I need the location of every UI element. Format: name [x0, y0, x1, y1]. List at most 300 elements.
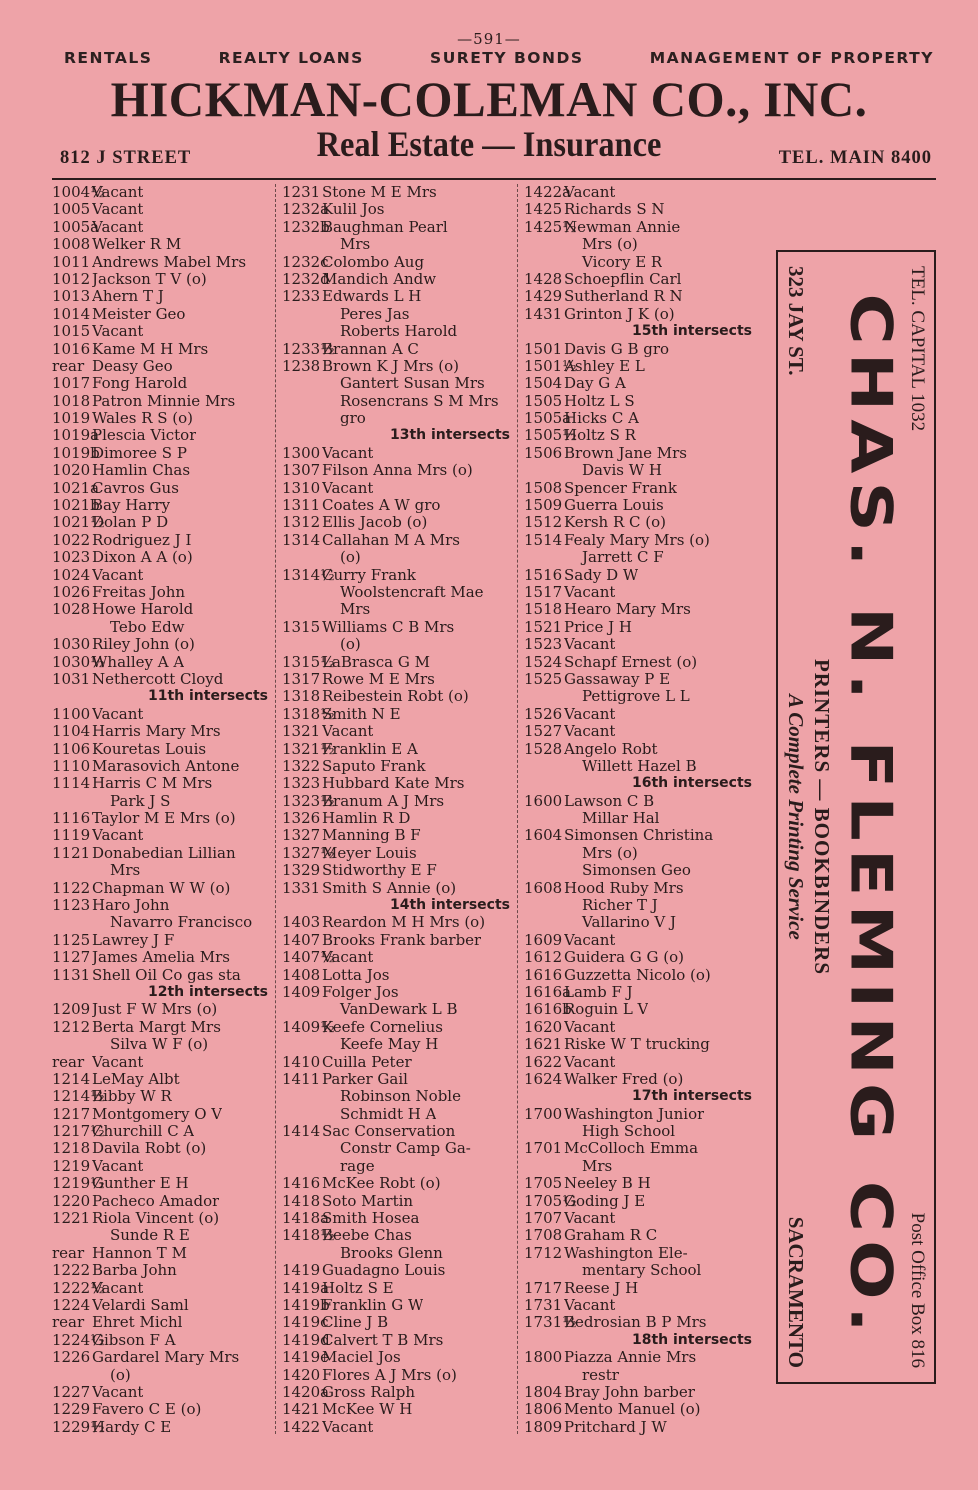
resident-name: Schapf Ernest (o): [564, 653, 698, 671]
resident-name: VanDewark L B: [340, 1001, 458, 1019]
house-number: [52, 862, 92, 879]
house-number: 1114: [52, 775, 91, 793]
resident-name: Velardi Saml: [92, 1297, 189, 1314]
directory-entry: [524, 288, 756, 305]
company-phone: TEL. MAIN 8400: [778, 148, 932, 168]
resident-name: Sunde R E: [110, 1227, 190, 1245]
resident-name: Filson Anna Mrs (o): [322, 462, 473, 480]
directory-entry: [282, 1193, 514, 1210]
resident-name: Park J S: [110, 792, 171, 810]
directory-entry: [52, 1280, 272, 1297]
company-address: 812 J STREET: [60, 148, 192, 168]
resident-name: Lotta Jos: [322, 966, 390, 984]
resident-name: Willett Hazel B: [582, 757, 697, 775]
house-number: 1616b: [524, 1001, 572, 1019]
house-number: [524, 1123, 564, 1140]
house-number: 1300: [282, 444, 321, 462]
directory-entry: [52, 1419, 272, 1436]
directory-entry: [524, 567, 756, 584]
resident-name: Millar Hal: [582, 810, 660, 828]
resident-name: Guerra Louis: [564, 497, 664, 515]
house-number: rear: [52, 1314, 85, 1332]
resident-name: Ehret Michl: [92, 1314, 183, 1332]
resident-name: Callahan M A Mrs: [322, 531, 460, 549]
directory-entry: [52, 1158, 272, 1175]
resident-name: James Amelia Mrs: [92, 949, 230, 967]
house-number: 1224: [52, 1297, 91, 1314]
resident-name: Vacant: [92, 1279, 144, 1297]
house-number: 1612: [524, 949, 563, 967]
house-number: 1014: [52, 305, 91, 323]
house-number: 1329: [282, 862, 321, 880]
house-number: 1323: [282, 775, 321, 793]
intersection-label: 17th intersects: [631, 1088, 752, 1105]
directory-entry: [52, 358, 272, 375]
house-number: 1604: [524, 827, 563, 845]
house-number: 1501½: [524, 357, 577, 375]
house-number: 1021½: [52, 514, 105, 532]
directory-entry: [282, 254, 514, 271]
resident-name: Montgomery O V: [92, 1105, 223, 1123]
house-number: 1131: [52, 966, 91, 984]
resident-name: Soto Martin: [322, 1192, 414, 1210]
house-number: 1317: [282, 670, 321, 688]
directory-entry: [282, 1140, 514, 1157]
resident-name: Rodriguez J I: [92, 531, 192, 549]
directory-entry: [524, 532, 756, 549]
directory-entry: [524, 914, 756, 931]
resident-name: Holtz S E: [322, 1279, 394, 1297]
resident-name: Davila Robt (o): [92, 1140, 207, 1158]
house-number: [524, 462, 564, 479]
directory-entry: [524, 706, 756, 723]
house-number: 1504: [524, 375, 563, 393]
directory-entry: [52, 219, 272, 236]
directory-entry: [52, 671, 272, 688]
resident-name: Coates A W gro: [322, 497, 441, 515]
resident-name: Berta Margt Mrs: [92, 1018, 221, 1036]
directory-entry: [524, 1123, 756, 1140]
column-divider: [517, 184, 518, 1434]
directory-entry: [282, 375, 514, 392]
house-number: 1411: [282, 1070, 321, 1088]
house-number: 1232a: [282, 201, 330, 219]
resident-name: Hannon T M: [92, 1244, 187, 1262]
resident-name: Vacant: [92, 201, 144, 219]
directory-entry: [282, 827, 514, 844]
house-number: [282, 410, 322, 427]
resident-name: Harris C M Mrs: [92, 775, 213, 793]
directory-entry: [524, 636, 756, 653]
house-number: 1407½: [282, 949, 335, 967]
resident-name: Vacant: [92, 1053, 144, 1071]
house-number: 1809: [524, 1418, 563, 1436]
directory-entry: [282, 393, 514, 410]
resident-name: Brannan A C: [322, 340, 419, 358]
resident-name: Lamb F J: [564, 983, 633, 1001]
directory-entry: [52, 914, 272, 931]
resident-name: Meister Geo: [92, 305, 186, 323]
directory-entry: [524, 949, 756, 966]
resident-name: Richards S N: [564, 201, 665, 219]
house-number: 1321: [282, 723, 321, 741]
house-number: 1421: [282, 1401, 321, 1419]
resident-name: Edwards L H: [322, 288, 422, 306]
resident-name: Donabedian Lillian: [92, 844, 236, 862]
resident-name: Neeley B H: [564, 1175, 651, 1193]
directory-entry: [524, 1384, 756, 1401]
directory-entry: [282, 462, 514, 479]
ad-phone: TEL. CAPITAL 1032: [907, 266, 928, 432]
house-number: 1028: [52, 601, 91, 619]
directory-entry: [52, 480, 272, 497]
resident-name: Graham R C: [564, 1227, 658, 1245]
directory-entry: [52, 1175, 272, 1192]
house-number: 1514: [524, 531, 563, 549]
resident-name: McColloch Emma: [564, 1140, 699, 1158]
directory-entry: [52, 201, 272, 218]
resident-name: Goding J E: [564, 1192, 646, 1210]
house-number: 1212: [52, 1018, 91, 1036]
resident-name: Reese J H: [564, 1279, 639, 1297]
house-number: 1005a: [52, 218, 100, 236]
fleming-advertisement: [776, 250, 936, 1384]
resident-name: Franklin G W: [322, 1297, 424, 1314]
house-number: 1318: [282, 688, 321, 706]
house-number: 1326: [282, 810, 321, 828]
resident-name: Jackson T V (o): [92, 270, 207, 288]
directory-entry: [282, 323, 514, 340]
resident-name: Brown K J Mrs (o): [322, 357, 459, 375]
house-number: [282, 601, 322, 618]
resident-name: Riske W T trucking: [564, 1036, 710, 1054]
resident-name: Washington Ele-: [564, 1244, 688, 1262]
directory-entry: [524, 1071, 756, 1088]
directory-entry: [524, 1001, 756, 1018]
directory-entry: [282, 1401, 514, 1418]
house-number: [282, 1245, 322, 1262]
house-number: 1015: [52, 323, 91, 341]
resident-name: Chapman W W (o): [92, 879, 231, 897]
resident-name: Folger Jos: [322, 983, 399, 1001]
directory-entry: [52, 341, 272, 358]
house-number: 1501: [524, 340, 563, 358]
directory-column-3: [524, 184, 756, 1436]
house-number: 1622: [524, 1053, 563, 1071]
ad-city: SACRAMENTO: [784, 1216, 808, 1368]
house-number: [524, 1262, 564, 1279]
house-number: 1418½: [282, 1227, 335, 1245]
house-number: 1222: [52, 1262, 91, 1280]
resident-name: Plescia Victor: [92, 427, 197, 445]
house-number: 1013: [52, 288, 91, 306]
directory-entry: [524, 184, 756, 201]
resident-name: Gardarel Mary Mrs: [92, 1349, 240, 1367]
house-number: 1403: [282, 914, 321, 932]
directory-entry: [282, 619, 514, 636]
resident-name: Wales R S (o): [92, 410, 194, 428]
directory-entry: [52, 1071, 272, 1088]
house-number: [524, 862, 564, 879]
resident-name: (o): [340, 636, 361, 654]
directory-entry: [52, 1401, 272, 1418]
directory-entry: [524, 584, 756, 601]
house-number: 1030½: [52, 653, 105, 671]
house-number: 1327½: [282, 844, 335, 862]
directory-entry: [524, 1245, 756, 1262]
house-number: 1409: [282, 983, 321, 1001]
house-number: [282, 1001, 322, 1018]
resident-name: rage: [340, 1157, 375, 1175]
resident-name: Schmidt H A: [340, 1105, 437, 1123]
resident-name: Walker Fred (o): [564, 1070, 684, 1088]
house-number: 1616: [524, 966, 563, 984]
resident-name: Ashley E L: [564, 357, 645, 375]
directory-entry: [282, 532, 514, 549]
resident-name: Richer T J: [582, 897, 658, 915]
directory-entry: [52, 1332, 272, 1349]
resident-name: Smith S Annie (o): [322, 879, 457, 897]
resident-name: Mrs (o): [582, 844, 638, 862]
resident-name: Riley John (o): [92, 636, 195, 654]
directory-entry: [282, 1106, 514, 1123]
house-number: 1219: [52, 1157, 91, 1175]
resident-name: Curry Frank: [322, 566, 416, 584]
house-number: 1008: [52, 236, 91, 254]
directory-entry: [52, 514, 272, 531]
house-number: 1323½: [282, 792, 335, 810]
resident-name: Guidera G G (o): [564, 949, 685, 967]
resident-name: Vacant: [564, 931, 616, 949]
resident-name: Keefe Cornelius: [322, 1018, 443, 1036]
resident-name: Mrs: [110, 862, 141, 880]
directory-entry: [282, 845, 514, 862]
house-number: 1425: [524, 201, 563, 219]
house-number: 1506: [524, 444, 563, 462]
resident-name: Marasovich Antone: [92, 757, 240, 775]
resident-name: LeMay Albt: [92, 1070, 180, 1088]
directory-entry: [282, 1175, 514, 1192]
directory-entry: [52, 654, 272, 671]
house-number: 1023: [52, 549, 91, 567]
directory-entry: [282, 810, 514, 827]
resident-name: Cuilla Peter: [322, 1053, 412, 1071]
house-number: 1731½: [524, 1314, 577, 1332]
directory-entry: [524, 1280, 756, 1297]
directory-entry: [52, 410, 272, 427]
house-number: [52, 1036, 92, 1053]
directory-entry: [52, 706, 272, 723]
house-number: 1315½: [282, 653, 335, 671]
resident-name: Rosencrans S M Mrs: [340, 392, 499, 410]
resident-name: Calvert T B Mrs: [322, 1331, 444, 1349]
resident-name: Stone M E Mrs: [322, 184, 437, 201]
resident-name: Mento Manuel (o): [564, 1401, 701, 1419]
resident-name: (o): [340, 549, 361, 567]
house-number: 1011: [52, 253, 91, 271]
resident-name: Davis W H: [582, 462, 662, 480]
directory-entry: [52, 827, 272, 844]
directory-entry: [282, 1123, 514, 1140]
resident-name: Ellis Jacob (o): [322, 514, 428, 532]
house-number: 1232b: [282, 218, 330, 236]
resident-name: Reardon M H Mrs (o): [322, 914, 486, 932]
directory-entry: [282, 793, 514, 810]
directory-entry: [52, 254, 272, 271]
house-number: 1021b: [52, 497, 100, 515]
house-number: 1217: [52, 1105, 91, 1123]
house-number: 1233: [282, 288, 321, 306]
resident-name: Vacant: [322, 723, 374, 741]
resident-name: Vacant: [564, 636, 616, 654]
resident-name: Deasy Geo: [92, 357, 173, 375]
resident-name: Reibestein Robt (o): [322, 688, 469, 706]
resident-name: Mrs: [340, 601, 371, 619]
directory-entry: [52, 1123, 272, 1140]
page-number: —591—: [457, 30, 521, 48]
directory-entry: [282, 967, 514, 984]
service-rentals: RENTALS: [64, 49, 153, 67]
intersection-label: 12th intersects: [147, 983, 268, 1000]
resident-name: Vacant: [92, 705, 144, 723]
directory-entry: [524, 741, 756, 758]
house-number: 1526: [524, 705, 563, 723]
resident-name: Newman Annie: [564, 218, 681, 236]
directory-entry: [282, 1036, 514, 1053]
directory-entry: [52, 445, 272, 462]
house-number: 1425½: [524, 218, 577, 236]
directory-entry: [282, 1384, 514, 1401]
resident-name: Baughman Pearl: [322, 218, 448, 236]
directory-entry: [52, 567, 272, 584]
house-number: 1017: [52, 375, 91, 393]
house-number: [282, 236, 322, 253]
company-name: HICKMAN-COLEMAN CO., INC.: [110, 71, 868, 127]
house-number: 1231: [282, 184, 321, 201]
house-number: [52, 1367, 92, 1384]
house-number: 1021a: [52, 479, 100, 497]
directory-entry: [524, 375, 756, 392]
directory-entry: [282, 445, 514, 462]
house-number: 1418a: [282, 1210, 330, 1228]
resident-name: Mrs (o): [582, 236, 638, 254]
directory-entry: [282, 1367, 514, 1384]
ad-services: PRINTERS — BOOKBINDERS: [810, 658, 834, 976]
directory-entry: [524, 967, 756, 984]
directory-entry: [52, 323, 272, 340]
house-number: [282, 584, 322, 601]
house-number: [524, 758, 564, 775]
directory-entry: [524, 341, 756, 358]
resident-name: Kersh R C (o): [564, 514, 667, 532]
house-number: 1731: [524, 1297, 563, 1314]
resident-name: Vacant: [564, 1018, 616, 1036]
resident-name: Colombo Aug: [322, 253, 425, 271]
resident-name: Vacant: [564, 723, 616, 741]
house-number: 1327: [282, 827, 321, 845]
resident-name: Silva W F (o): [110, 1036, 209, 1054]
directory-entry: [524, 827, 756, 844]
directory-entry: [524, 671, 756, 688]
directory-entry: [524, 984, 756, 1001]
intersection-label: 14th intersects: [389, 897, 510, 914]
resident-name: Ahern T J: [92, 288, 164, 306]
house-number: 1620: [524, 1018, 563, 1036]
directory-entry: [52, 1054, 272, 1071]
directory-entry: [282, 1314, 514, 1331]
house-number: 1218: [52, 1140, 91, 1158]
resident-name: McKee Robt (o): [322, 1175, 441, 1193]
service-realty-loans: REALTY LOANS: [218, 49, 364, 67]
house-number: 1104: [52, 723, 91, 741]
house-number: 1407: [282, 931, 321, 949]
house-number: 1408: [282, 966, 321, 984]
resident-name: Jarrett C F: [582, 549, 664, 567]
house-number: 1233½: [282, 340, 335, 358]
house-number: 1214: [52, 1070, 91, 1088]
resident-name: Bedrosian B P Mrs: [564, 1314, 707, 1332]
resident-name: Beebe Chas: [322, 1227, 412, 1245]
house-number: [282, 1036, 322, 1053]
intersection-label: 16th intersects: [631, 775, 752, 792]
resident-name: Howe Harold: [92, 601, 194, 619]
house-number: 1121: [52, 844, 91, 862]
directory-entry: [524, 1401, 756, 1418]
house-number: 1419d: [282, 1331, 330, 1349]
house-number: 1022: [52, 531, 91, 549]
resident-name: Flores A J Mrs (o): [322, 1366, 457, 1384]
house-number: 1019b: [52, 444, 100, 462]
house-number: 1220: [52, 1192, 91, 1210]
directory-entry: [524, 1227, 756, 1244]
resident-name: Just F W Mrs (o): [92, 1001, 218, 1019]
directory-entry: [52, 619, 272, 636]
house-number: 1232d: [282, 270, 330, 288]
house-number: 1012: [52, 270, 91, 288]
resident-name: Bay Harry: [92, 497, 171, 515]
directory-entry: [282, 410, 514, 427]
house-number: [524, 897, 564, 914]
directory-entry: [282, 1349, 514, 1366]
house-number: 1331: [282, 879, 321, 897]
resident-name: gro: [340, 410, 366, 428]
directory-entry: [524, 601, 756, 618]
resident-name: Smith Hosea: [322, 1210, 420, 1228]
resident-name: Guzzetta Nicolo (o): [564, 966, 711, 984]
directory-entry: [524, 1262, 756, 1279]
resident-name: Kame M H Mrs: [92, 340, 209, 358]
house-number: rear: [52, 1244, 85, 1262]
house-number: 1527: [524, 723, 563, 741]
resident-name: Hicks C A: [564, 410, 639, 428]
house-number: 1232c: [282, 253, 329, 271]
resident-name: Dixon A A (o): [92, 549, 193, 567]
directory-entry: [524, 1036, 756, 1053]
directory-entry: [524, 897, 756, 914]
resident-name: Lawrey J F: [92, 931, 175, 949]
resident-name: Mrs: [340, 236, 371, 254]
house-number: 1517: [524, 583, 563, 601]
house-number: [524, 254, 564, 271]
directory-entry: [282, 1280, 514, 1297]
house-number: 1429: [524, 288, 563, 306]
house-number: [524, 236, 564, 253]
resident-name: Favero C E (o): [92, 1401, 202, 1419]
directory-entry: [524, 688, 756, 705]
directory-entry: [52, 375, 272, 392]
house-number: [282, 1158, 322, 1175]
resident-name: McKee W H: [322, 1401, 413, 1419]
